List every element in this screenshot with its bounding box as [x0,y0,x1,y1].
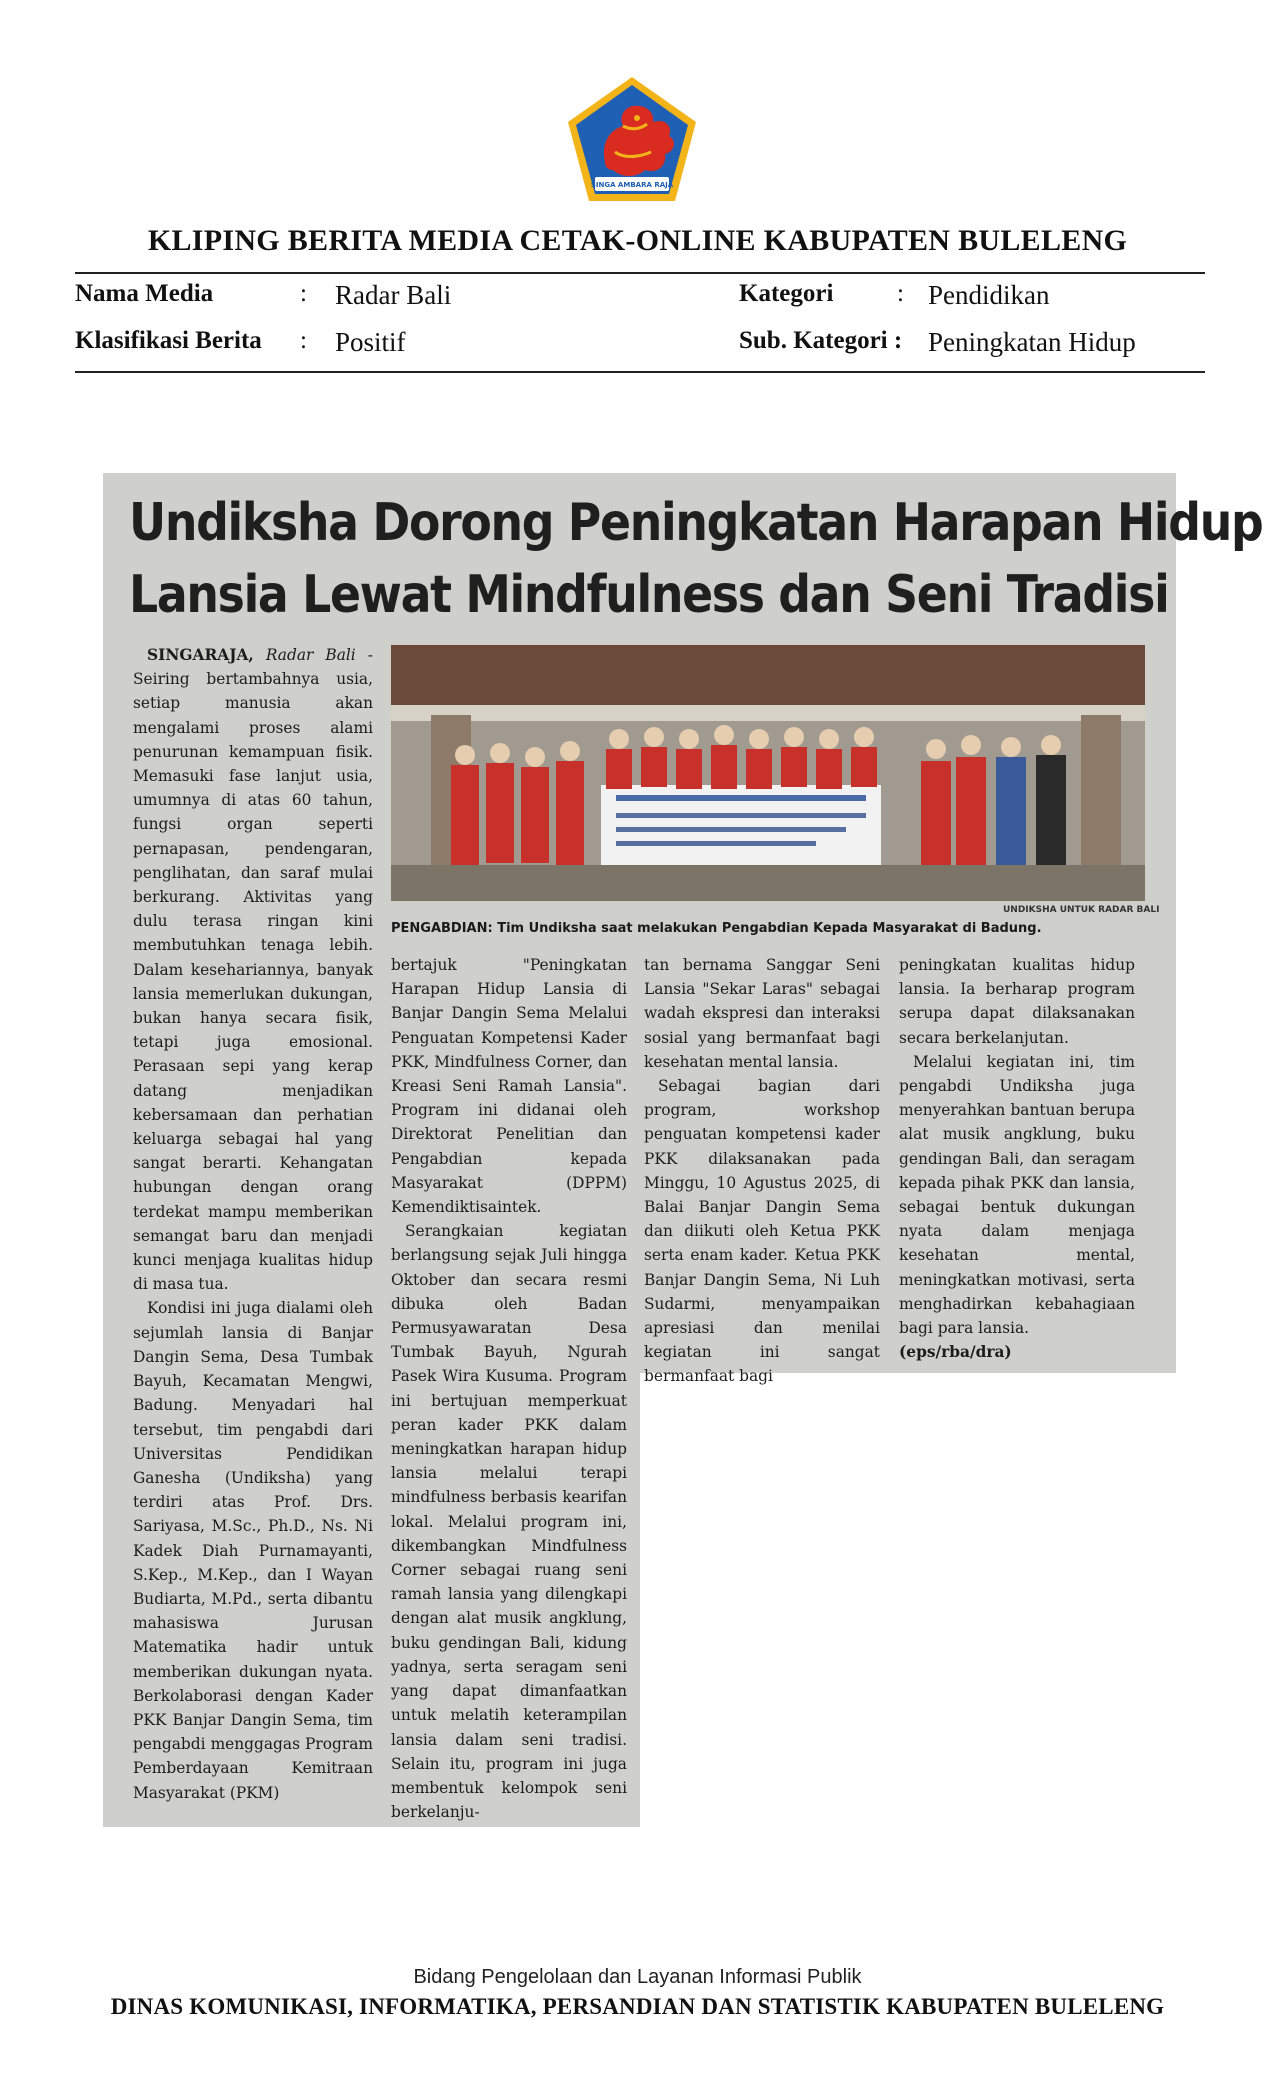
paragraph: bertajuk "Peningkatan Harapan Hidup Lansia di Banjar Dangin Sema Melalui Penguatan Kompetensi Kader PKK, Mindfulness Corner, dan Kreasi Seni Ramah Lansia". Program ini didanai oleh Direktorat Penelitian dan Pengabdian kepada Masyarakat (DPPM) Kemendiktisaintek. [391,956,627,1217]
meta-value: Pendidikan [928,280,1050,310]
buleleng-emblem-logo [565,74,699,204]
paragraph: tan bernama Sanggar Seni Lansia "Sekar Laras" sebagai wadah ekspresi dan interaksi sosial yang bermanfaat bagi kesehatan mental lansia. [644,956,880,1071]
header-divider-bottom [75,371,1205,373]
meta-colon: : [897,280,904,307]
singa-ambara-raja-icon [565,74,699,204]
paragraph: Melalui kegiatan ini, tim pengabdi Undiksha juga menyerahkan bantuan berupa alat musik angklung, buku gendingan Bali, dan seragam kepada pihak PKK dan lansia, sebagai bentuk dukungan nyata dalam menjaga kesehatan mental, meningkatkan motivasi, serta menghadirkan kebahagiaan bagi para lansia. [899,1052,1135,1338]
source-name: Radar Bali [265,646,356,664]
meta-value: Radar Bali [335,280,452,310]
footer-agency: DINAS KOMUNIKASI, INFORMATIKA, PERSANDIAN DAN STATISTIK KABUPATEN BULELENG [110,1994,1165,2019]
group-photo-icon [391,645,1145,901]
meta-colon: : [300,327,307,354]
signoff: (eps/rba/dra) [899,1343,1012,1362]
meta-value: Positif [335,327,406,357]
meta-label: Nama Media [75,280,214,307]
meta-label: Kategori [739,280,834,307]
newspaper-clipping [103,473,1263,1827]
article-photo [391,645,1145,901]
paragraph: Kondisi ini juga dialami oleh sejumlah lansia di Banjar Dangin Sema, Desa Tumbak Bayuh, Kecamatan Mengwi, Badung. Menyadari hal tersebut, tim pengabdi dari Universitas Pendidikan Ganesha (Undiksha) yang terdiri atas Prof. Drs. Sariyasa, M.Sc., Ph.D., Ns. Ni Kadek Diah Purnamayanti, S.Kep., M.Kep., dan I Wayan Budiarta, M.Pd., serta dibantu mahasiswa Jurusan Matematika hadir untuk memberikan dukungan nyata. Berkolaborasi dengan Kader PKK Banjar Dangin Sema, tim pengabdi menggagas Program Pemberdayaan Kemitraan Masyarakat (PKM) [133,1299,373,1802]
headline-line-2: Lansia Lewat Mindfulness dan Seni Tradisi [129,565,1169,625]
logo-text: SINGA AMBARA RAJA [590,181,674,189]
meta-label: Klasifikasi Berita [75,327,262,354]
meta-colon: : [300,280,307,307]
meta-value: Peningkatan Hidup [928,327,1136,357]
headline-line-1: Undiksha Dorong Peningkatan Harapan Hidup [129,493,1263,553]
footer-department: Bidang Pengelolaan dan Layanan Informasi Publik [413,1966,862,1988]
clipping-cutout [640,1373,1176,1827]
photo-caption: PENGABDIAN: Tim Undiksha saat melakukan Pengabdian Kepada Masyarakat di Badung. [391,921,1042,936]
header-divider-top [75,272,1205,274]
paragraph: - Seiring bertambahnya usia, setiap manusia akan mengalami proses alami penurunan kemampuan fisik. Memasuki fase lanjut usia, umumnya di atas 60 tahun, fungsi organ seperti pernapasan, pendengaran, penglihatan, dan saraf mulai berkurang. Aktivitas yang dulu terasa ringan kini membutuhkan tenaga lebih. Dalam kesehariannya, banyak lansia memerlukan dukungan, bukan hanya secara fisik, tetapi juga emosional. Perasaan sepi yang kerap datang menjadikan kebersamaan dan perhatian keluarga sebagai hal yang sangat berarti. Kehangatan hubungan dengan orang terdekat mampu memberikan semangat baru dan menjadi kunci menjaga kualitas hidup di masa tua. [133,646,373,1294]
paragraph: Serangkaian kegiatan berlangsung sejak Juli hingga Oktober dan secara resmi dibuka oleh Badan Permusyawaratan Desa Tumbak Bayuh, Ngurah Pasek Wira Kusuma. Program ini bertujuan memperkuat peran kader PKK dalam meningkatkan harapan hidup lansia melalui terapi mindfulness berbasis kearifan lokal. Melalui program ini, dikembangkan Mindfulness Corner sebagai ruang seni ramah lansia yang dilengkapi dengan alat musik angklung, buku gendingan Bali, kidung yadnya, serta seragam seni yang dapat dimanfaatkan untuk melatih keterampilan lansia dalam seni tradisi. Selain itu, program ini juga membentuk kelompok seni berkelanju- [391,1222,627,1822]
document-title: KLIPING BERITA MEDIA CETAK-ONLINE KABUPATEN BULELENG [147,224,1128,257]
article-column-2 [391,953,627,1824]
photo-credit: UNDIKSHA UNTUK RADAR BALI [1003,905,1160,915]
paragraph: Sebagai bagian dari program, workshop penguatan kompetensi kader PKK dilaksanakan pada Minggu, 10 Agustus 2025, di Balai Banjar Dangin Sema dan diikuti oleh Ketua PKK serta enam kader. Ketua PKK Banjar Dangin Sema, Ni Luh Sudarmi, menyampaikan apresiasi dan menilai kegiatan ini sangat bermanfaat bagi [644,1077,880,1386]
article-headline [129,487,1263,631]
article-column-3 [644,953,880,1389]
article-column-4 [899,953,1135,1364]
article-column-1 [133,643,373,1805]
meta-label: Sub. Kategori : [739,327,903,354]
dateline: SINGARAJA, [147,646,254,664]
paragraph: peningkatan kualitas hidup lansia. Ia berharap program serupa dapat dilaksanakan secara berkelanjutan. [899,956,1135,1047]
